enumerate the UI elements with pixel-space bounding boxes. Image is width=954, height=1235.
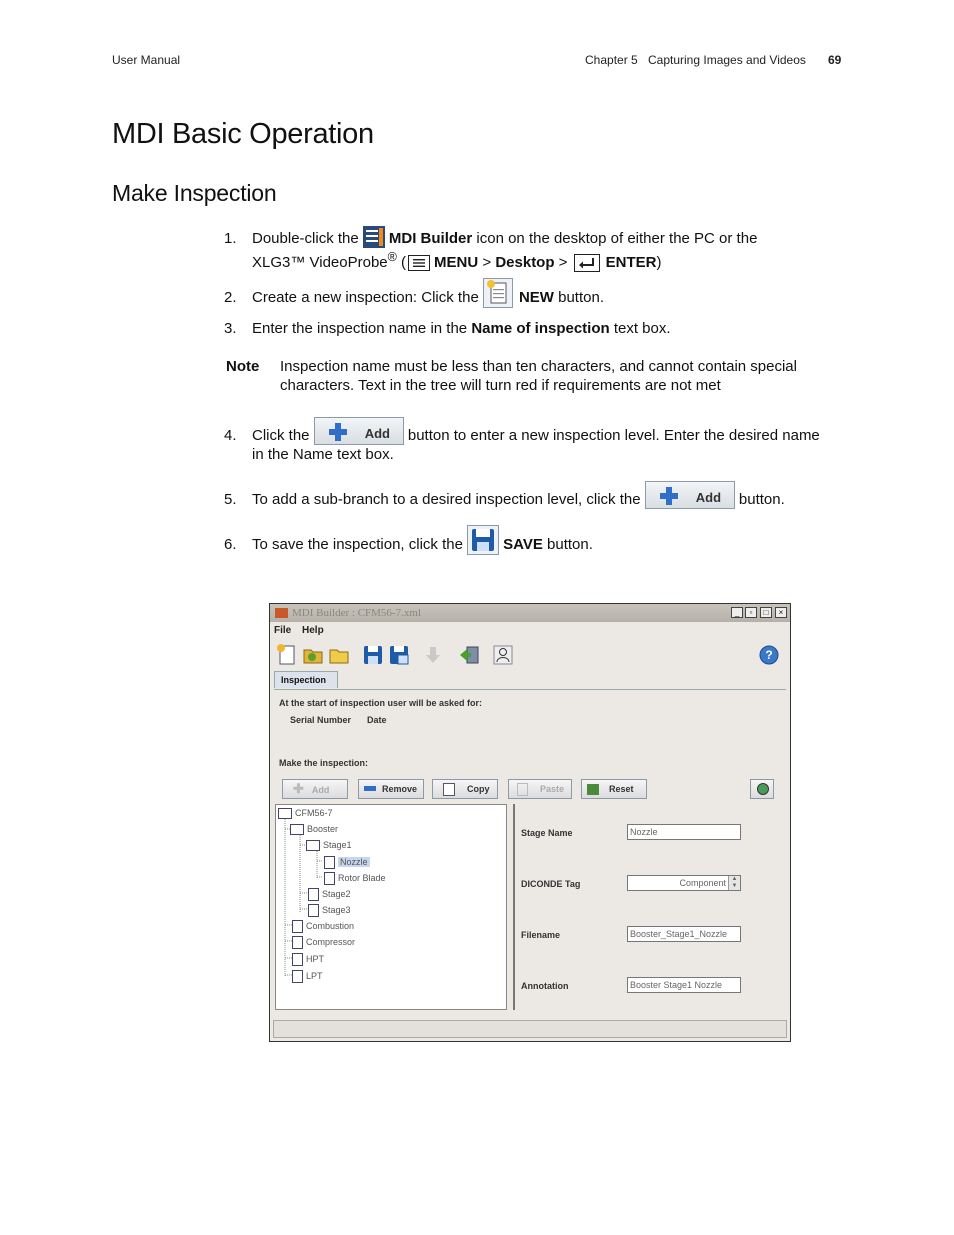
- step-text: in the Name text box.: [252, 446, 394, 464]
- window-title: MDI Builder : CFM56-7.xml: [292, 607, 421, 619]
- folder-icon: [278, 808, 292, 819]
- add-label: Add: [364, 426, 390, 442]
- step-text: Enter the inspection name in the: [252, 320, 472, 337]
- tree-node-rotor-blade[interactable]: Rotor Blade: [324, 872, 386, 885]
- document-icon: [292, 953, 303, 966]
- registered-mark: ®: [387, 250, 397, 265]
- user-icon[interactable]: [492, 644, 514, 666]
- menu-bar: [274, 625, 324, 636]
- step-text: button.: [542, 536, 593, 553]
- menu-file[interactable]: File: [274, 625, 292, 636]
- tree-node-stage3[interactable]: Stage3: [308, 904, 351, 917]
- maximize-icon[interactable]: □: [760, 607, 772, 618]
- document-icon: [292, 936, 303, 949]
- step-text: Click the: [252, 427, 314, 444]
- plus-icon: ✚: [293, 781, 304, 796]
- make-label: Make the inspection:: [279, 758, 369, 768]
- plus-icon: [329, 423, 347, 441]
- plus-icon: [660, 487, 678, 505]
- step-bold: Name of inspection: [471, 320, 610, 337]
- remove-button[interactable]: Remove: [358, 779, 424, 799]
- properties-panel: [513, 804, 785, 1010]
- folder-icon: [290, 824, 304, 835]
- chapter-label: Chapter 5: [585, 53, 638, 67]
- page-number: 69: [828, 53, 842, 67]
- diconde-tag-label: DICONDE Tag: [521, 879, 581, 889]
- menu-help[interactable]: Help: [302, 625, 324, 636]
- step-number: 5.: [224, 491, 237, 508]
- step-text: button.: [734, 491, 785, 508]
- title-bar: [270, 604, 790, 622]
- document-icon: [308, 904, 319, 917]
- step-number: 6.: [224, 536, 237, 553]
- copy-icon: [443, 783, 455, 796]
- step-text: To save the inspection, click the: [252, 536, 468, 553]
- running-header-left: User Manual: [112, 53, 181, 67]
- document-icon: [308, 888, 319, 901]
- step-text: icon on the desktop of either the PC or the: [472, 230, 758, 247]
- section-title: Make Inspection: [112, 180, 277, 206]
- step-text: ): [656, 254, 662, 272]
- tree-node-stage1[interactable]: Stage1: [306, 840, 352, 851]
- menu-icon: [408, 255, 430, 271]
- inspection-tree: [275, 804, 507, 1010]
- document-icon: [292, 970, 303, 983]
- tab-inspection[interactable]: Inspection: [274, 671, 338, 688]
- step-text: button.: [553, 289, 604, 306]
- minus-icon: [364, 786, 376, 791]
- minimize-icon[interactable]: _: [731, 607, 743, 618]
- app-icon: [275, 608, 288, 618]
- note-label: Note: [226, 358, 260, 375]
- step-text: (: [396, 254, 407, 272]
- annotation-label: Annotation: [521, 981, 569, 991]
- diconde-tag-select[interactable]: Component ▲ ▼: [627, 875, 741, 891]
- help-icon[interactable]: [758, 644, 780, 666]
- close-icon[interactable]: ×: [775, 607, 787, 618]
- step-text: XLG3™ VideoProbe: [252, 254, 388, 272]
- gear-icon: [757, 783, 769, 795]
- step-number: 2.: [224, 289, 237, 306]
- status-bar: [273, 1020, 787, 1038]
- ask-label: At the start of inspection user will be asked for:: [279, 698, 483, 708]
- settings-button[interactable]: [750, 779, 774, 799]
- svg-text:?: ?: [765, 648, 773, 662]
- step-bold: MDI Builder: [388, 230, 473, 247]
- export-icon[interactable]: [458, 644, 480, 666]
- tree-node-booster[interactable]: Booster: [290, 824, 338, 835]
- mdi-builder-icon: [363, 226, 385, 248]
- spinner-arrows-icon[interactable]: ▲ ▼: [728, 876, 740, 890]
- step-bold: NEW: [518, 289, 554, 306]
- step-bold: ENTER: [605, 254, 657, 272]
- filename-input[interactable]: Booster_Stage1_Nozzle: [627, 926, 741, 942]
- step-text: >: [554, 254, 572, 272]
- section-label: Capturing Images and Videos: [648, 53, 806, 67]
- step-number: 1.: [224, 230, 237, 247]
- save-icon[interactable]: [362, 644, 384, 666]
- reset-button[interactable]: Reset: [581, 779, 647, 799]
- tree-node-hpt[interactable]: HPT: [292, 953, 324, 966]
- reset-icon: [587, 784, 599, 795]
- annotation-input[interactable]: Booster Stage1 Nozzle: [627, 977, 741, 993]
- tab-row: [274, 671, 786, 690]
- add-label: Add: [695, 490, 722, 506]
- step-number: 3.: [224, 320, 237, 337]
- step-text: To add a sub-branch to a desired inspection level, click the: [252, 491, 645, 508]
- page-title: MDI Basic Operation: [112, 118, 374, 150]
- step-text: Create a new inspection: Click the: [252, 289, 483, 306]
- tree-node-combustion[interactable]: Combustion: [292, 920, 354, 933]
- tree-node-nozzle[interactable]: Nozzle: [324, 856, 370, 869]
- step-text: button to enter a new inspection level. Enter the desired name: [403, 427, 820, 444]
- enter-icon: [574, 254, 600, 272]
- tree-node-stage2[interactable]: Stage2: [308, 888, 351, 901]
- new-icon[interactable]: [276, 644, 298, 666]
- document-icon: [292, 920, 303, 933]
- tree-node-root[interactable]: CFM56-7: [278, 808, 333, 819]
- new-document-icon: [483, 278, 513, 308]
- restore-icon[interactable]: ▫: [745, 607, 757, 618]
- step-text: >: [478, 254, 496, 272]
- tree-node-compressor[interactable]: Compressor: [292, 936, 355, 949]
- tree-node-lpt[interactable]: LPT: [292, 970, 323, 983]
- mdi-builder-window: [269, 603, 791, 1042]
- folder-icon[interactable]: [328, 644, 350, 666]
- step-bold: Desktop: [495, 254, 555, 272]
- step-number: 4.: [224, 427, 237, 444]
- add-button-illustration: [645, 481, 735, 509]
- paste-button[interactable]: Paste: [508, 779, 572, 799]
- filename-label: Filename: [521, 930, 561, 940]
- step-text: text box.: [609, 320, 671, 337]
- save-as-icon[interactable]: [388, 644, 410, 666]
- download-icon: [422, 644, 444, 666]
- paste-icon: [517, 783, 528, 796]
- folder-icon: [306, 840, 320, 851]
- step-bold: MENU: [434, 254, 479, 272]
- save-icon: [467, 525, 499, 555]
- open-icon[interactable]: [302, 644, 324, 666]
- document-icon: [324, 872, 335, 885]
- add-button[interactable]: ✚ Add: [282, 779, 348, 799]
- copy-button[interactable]: Copy: [432, 779, 498, 799]
- note-text: Inspection name must be less than ten characters, and cannot contain special characters. Text in the tree will turn red if requirements are not met: [280, 358, 797, 394]
- document-icon: [324, 856, 335, 869]
- add-button-illustration: [314, 417, 404, 445]
- ask-field-serial: Serial Number: [290, 715, 352, 725]
- stage-name-input[interactable]: Nozzle: [627, 824, 741, 840]
- stage-name-label: Stage Name: [521, 828, 573, 838]
- step-text: Double-click the: [252, 230, 363, 247]
- step-bold: SAVE: [503, 536, 543, 553]
- ask-field-date: Date: [367, 715, 387, 725]
